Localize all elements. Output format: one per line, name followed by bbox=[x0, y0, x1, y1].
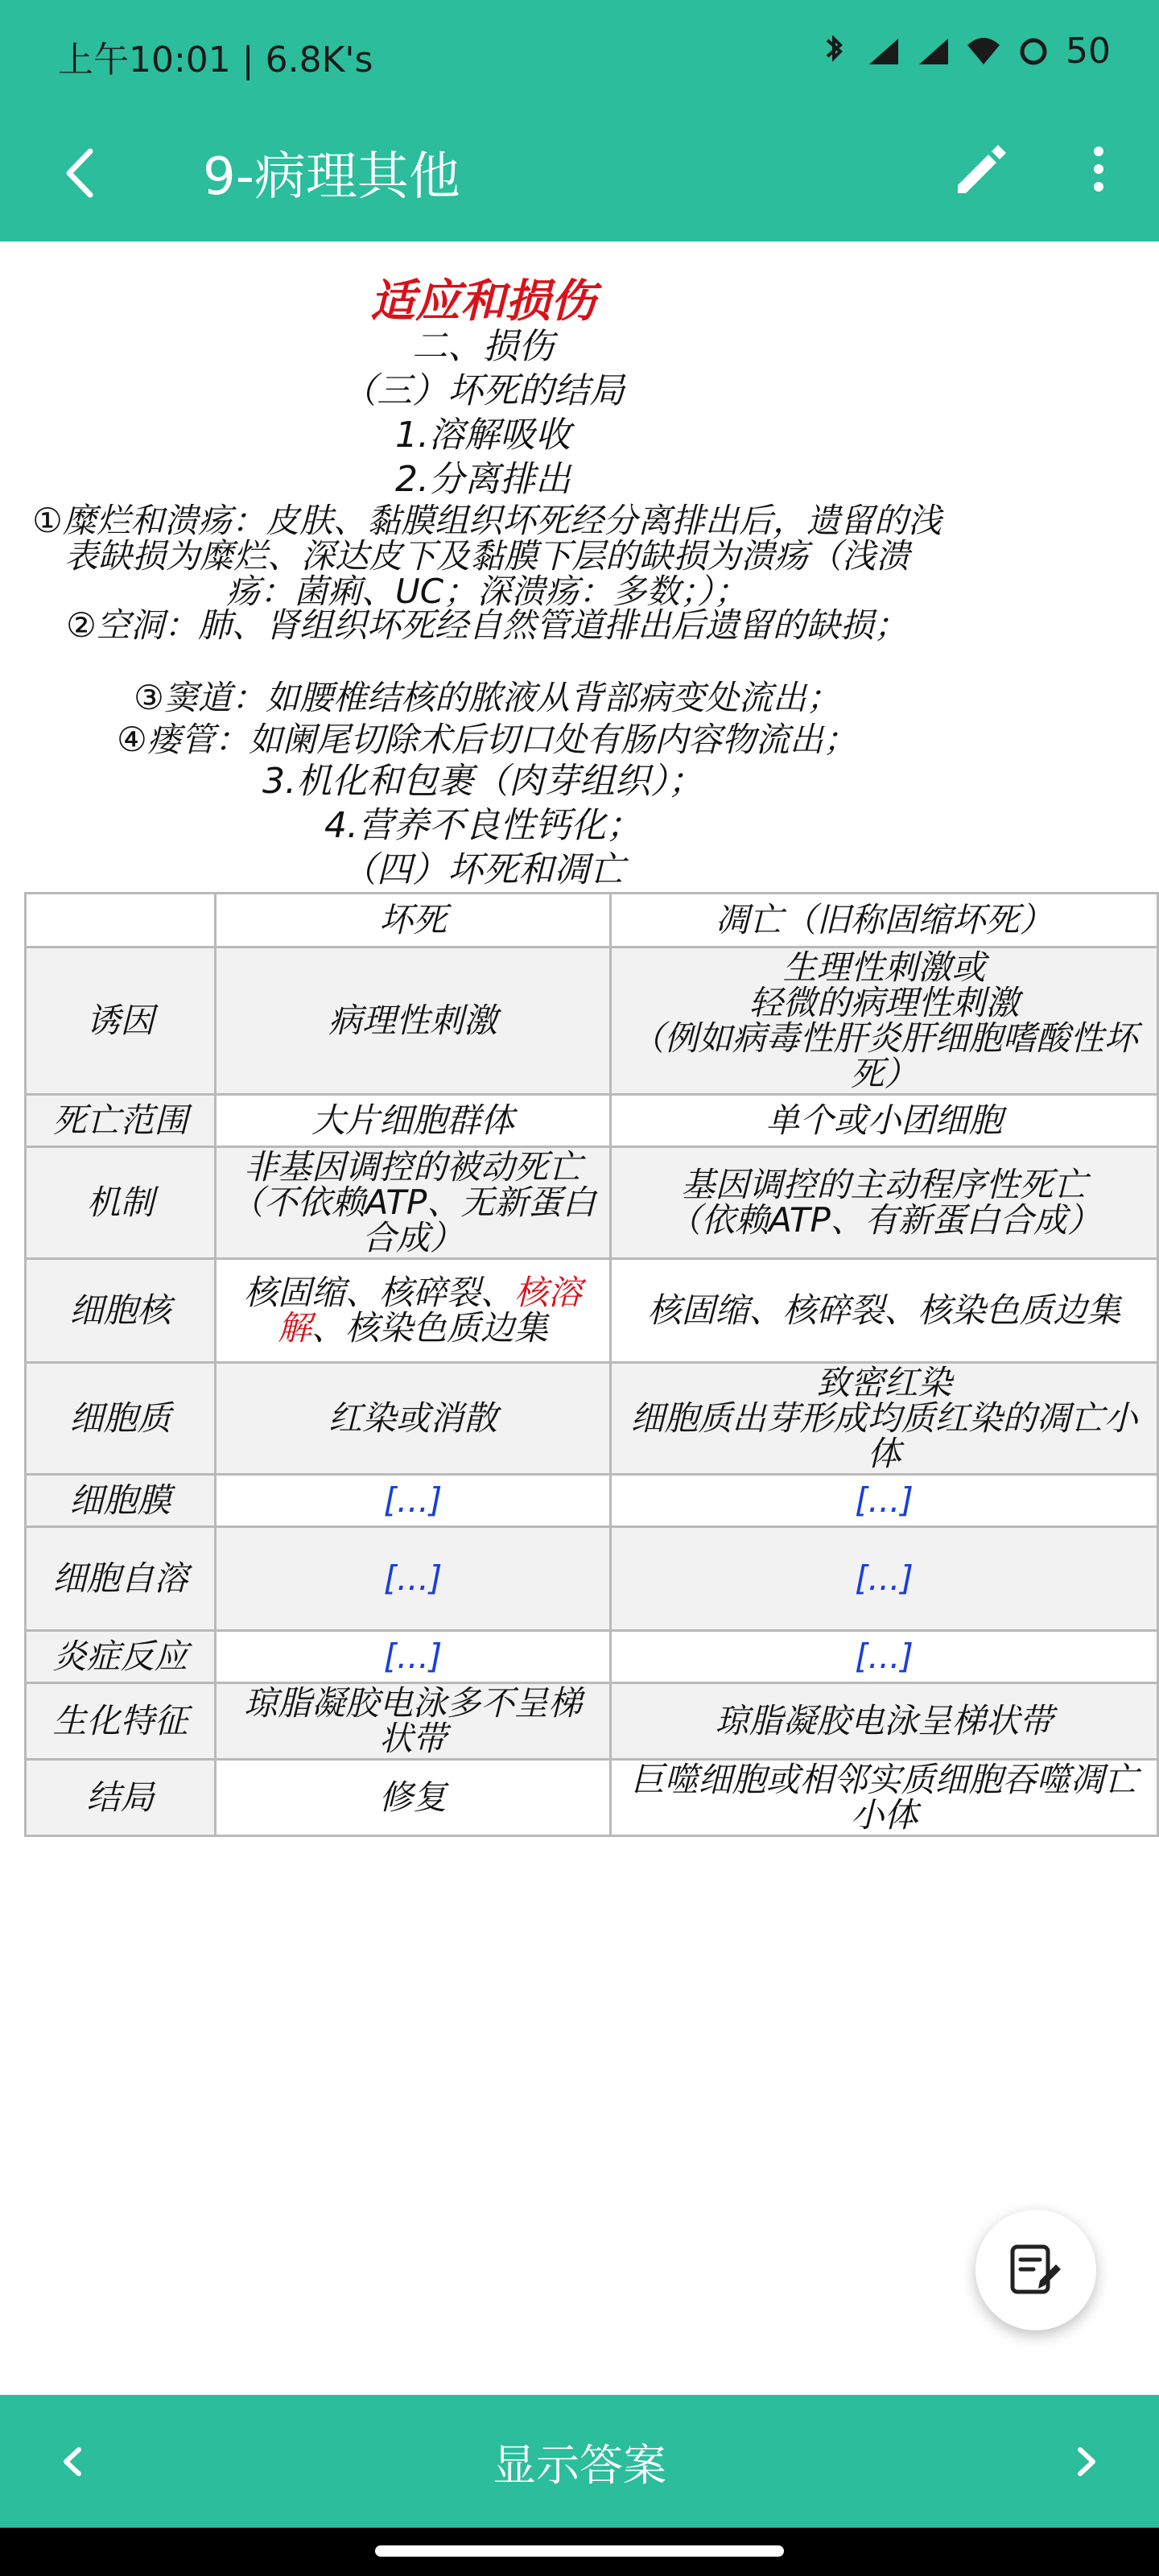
wifi-icon bbox=[966, 35, 1001, 68]
table-header-empty bbox=[26, 894, 216, 947]
cloze-cell[interactable] bbox=[611, 1527, 1158, 1631]
status-time: 上午10:01 | 6.8K's bbox=[58, 39, 373, 80]
cloze-cell[interactable] bbox=[216, 1475, 611, 1527]
note-line: 1.溶解吸收 bbox=[395, 415, 571, 456]
row-cell: 生理性刺激或 轻微的病理性刺激 （例如病毒性肝炎肝细胞嗜酸性坏死） bbox=[611, 947, 1158, 1095]
note-paragraph: ④瘘管：如阑尾切除术后切口处有肠内容物流出； bbox=[117, 720, 857, 759]
cloze-placeholder[interactable]: [...] bbox=[383, 1480, 443, 1520]
chevron-left-icon[interactable] bbox=[48, 2434, 97, 2490]
status-bar bbox=[0, 0, 1159, 105]
edit-note-fab[interactable] bbox=[975, 2210, 1096, 2330]
battery-ring-icon bbox=[1016, 35, 1051, 68]
table-row bbox=[26, 1760, 1158, 1836]
note-line: （三）坏死的结局 bbox=[341, 370, 625, 411]
bottom-bar bbox=[0, 2395, 1159, 2528]
row-label: 诱因 bbox=[26, 947, 216, 1095]
table-row bbox=[26, 1631, 1158, 1683]
comparison-table bbox=[24, 892, 1159, 1837]
table-row bbox=[26, 1475, 1158, 1527]
row-cell: 琼脂凝胶电泳多不呈梯状带 bbox=[216, 1683, 611, 1760]
app-bar bbox=[0, 105, 1159, 242]
cloze-placeholder[interactable]: [...] bbox=[855, 1480, 914, 1520]
page-title: 9-病理其他 bbox=[203, 147, 460, 207]
bluetooth-icon bbox=[816, 35, 852, 68]
table-row bbox=[26, 1527, 1158, 1631]
row-cell: 单个或小团细胞 bbox=[611, 1095, 1158, 1147]
cell-text: 、核染色质边集 bbox=[311, 1308, 549, 1348]
row-cell: 修复 bbox=[216, 1760, 611, 1836]
row-cell: 基因调控的主动程序性死亡 （依赖ATP、有新蛋白合成） bbox=[611, 1147, 1158, 1259]
row-cell: 致密红染 细胞质出芽形成均质红染的凋亡小体 bbox=[611, 1363, 1158, 1475]
cloze-placeholder[interactable]: [...] bbox=[383, 1637, 443, 1676]
row-label: 炎症反应 bbox=[26, 1631, 216, 1683]
row-cell: 红染或消散 bbox=[216, 1363, 611, 1475]
row-label: 生化特征 bbox=[26, 1683, 216, 1760]
row-cell: 非基因调控的被动死亡（不依赖ATP、无新蛋白合成） bbox=[216, 1147, 611, 1259]
signal-icon-2 bbox=[916, 35, 951, 68]
note-heading: 适应和损伤 bbox=[370, 275, 596, 328]
row-cell bbox=[216, 1259, 611, 1363]
chevron-right-icon[interactable] bbox=[1062, 2434, 1111, 2490]
cloze-cell[interactable] bbox=[611, 1631, 1158, 1683]
row-cell: 核固缩、核碎裂、核染色质边集 bbox=[611, 1259, 1158, 1363]
note-paragraph: ①糜烂和溃疡：皮肤、黏膜组织坏死经分离排出后，遗留的浅表缺损为糜烂、深达皮下及黏膜下层的缺损为溃疡（浅溃疡：菌痢、UC；深溃疡：多数；）； bbox=[32, 501, 942, 611]
cell-highlight: 核溶解 bbox=[277, 1273, 583, 1348]
row-label: 结局 bbox=[26, 1760, 216, 1836]
cloze-cell[interactable] bbox=[216, 1527, 611, 1631]
note-line: 二、损伤 bbox=[412, 326, 554, 367]
table-row bbox=[26, 1683, 1158, 1760]
note-line: （四）坏死和凋亡 bbox=[341, 849, 625, 890]
cloze-cell[interactable] bbox=[611, 1475, 1158, 1527]
row-cell: 大片细胞群体 bbox=[216, 1095, 611, 1147]
cloze-cell[interactable] bbox=[216, 1631, 611, 1683]
note-paragraph: ②空洞：肺、肾组织坏死经自然管道排出后遗留的缺损； bbox=[66, 605, 908, 645]
row-label: 细胞核 bbox=[26, 1259, 216, 1363]
row-label: 死亡范围 bbox=[26, 1095, 216, 1147]
table-row bbox=[26, 1095, 1158, 1147]
system-icons bbox=[816, 31, 1111, 72]
cloze-placeholder[interactable]: [...] bbox=[383, 1558, 443, 1598]
row-label: 细胞膜 bbox=[26, 1475, 216, 1527]
signal-icon bbox=[866, 35, 901, 68]
gesture-handle[interactable] bbox=[375, 2545, 784, 2557]
note-line: 4.营养不良性钙化； bbox=[324, 805, 641, 846]
cell-text: 核固缩、核碎裂、 bbox=[243, 1273, 514, 1312]
row-label: 机制 bbox=[26, 1147, 216, 1259]
table-row bbox=[26, 1259, 1158, 1363]
back-arrow-icon[interactable] bbox=[56, 145, 105, 201]
show-answer-button[interactable]: 显示答案 bbox=[493, 2440, 666, 2491]
row-cell: 琼脂凝胶电泳呈梯状带 bbox=[611, 1683, 1158, 1760]
note-line: 2.分离排出 bbox=[395, 459, 571, 500]
row-label: 细胞自溶 bbox=[26, 1527, 216, 1631]
table-header-row bbox=[26, 894, 1158, 947]
table-header-apoptosis: 凋亡（旧称固缩坏死） bbox=[611, 894, 1158, 947]
cloze-placeholder[interactable]: [...] bbox=[855, 1558, 914, 1598]
table-row bbox=[26, 1147, 1158, 1259]
cloze-placeholder[interactable]: [...] bbox=[855, 1637, 914, 1676]
table-row bbox=[26, 947, 1158, 1095]
table-row bbox=[26, 1363, 1158, 1475]
table-header-necrosis: 坏死 bbox=[216, 894, 611, 947]
edit-note-icon bbox=[1008, 2242, 1064, 2298]
note-paragraph: ③窦道：如腰椎结核的脓液从背部病变处流出； bbox=[134, 678, 840, 717]
battery-level: 50 bbox=[1066, 31, 1111, 72]
row-cell: 病理性刺激 bbox=[216, 947, 611, 1095]
more-vert-icon[interactable] bbox=[1079, 137, 1119, 201]
row-label: 细胞质 bbox=[26, 1363, 216, 1475]
row-cell: 巨噬细胞或相邻实质细胞吞噬凋亡小体 bbox=[611, 1760, 1158, 1836]
pencil-icon[interactable] bbox=[948, 137, 1013, 201]
note-line: 3.机化和包裹（肉芽组织）； bbox=[262, 761, 703, 802]
